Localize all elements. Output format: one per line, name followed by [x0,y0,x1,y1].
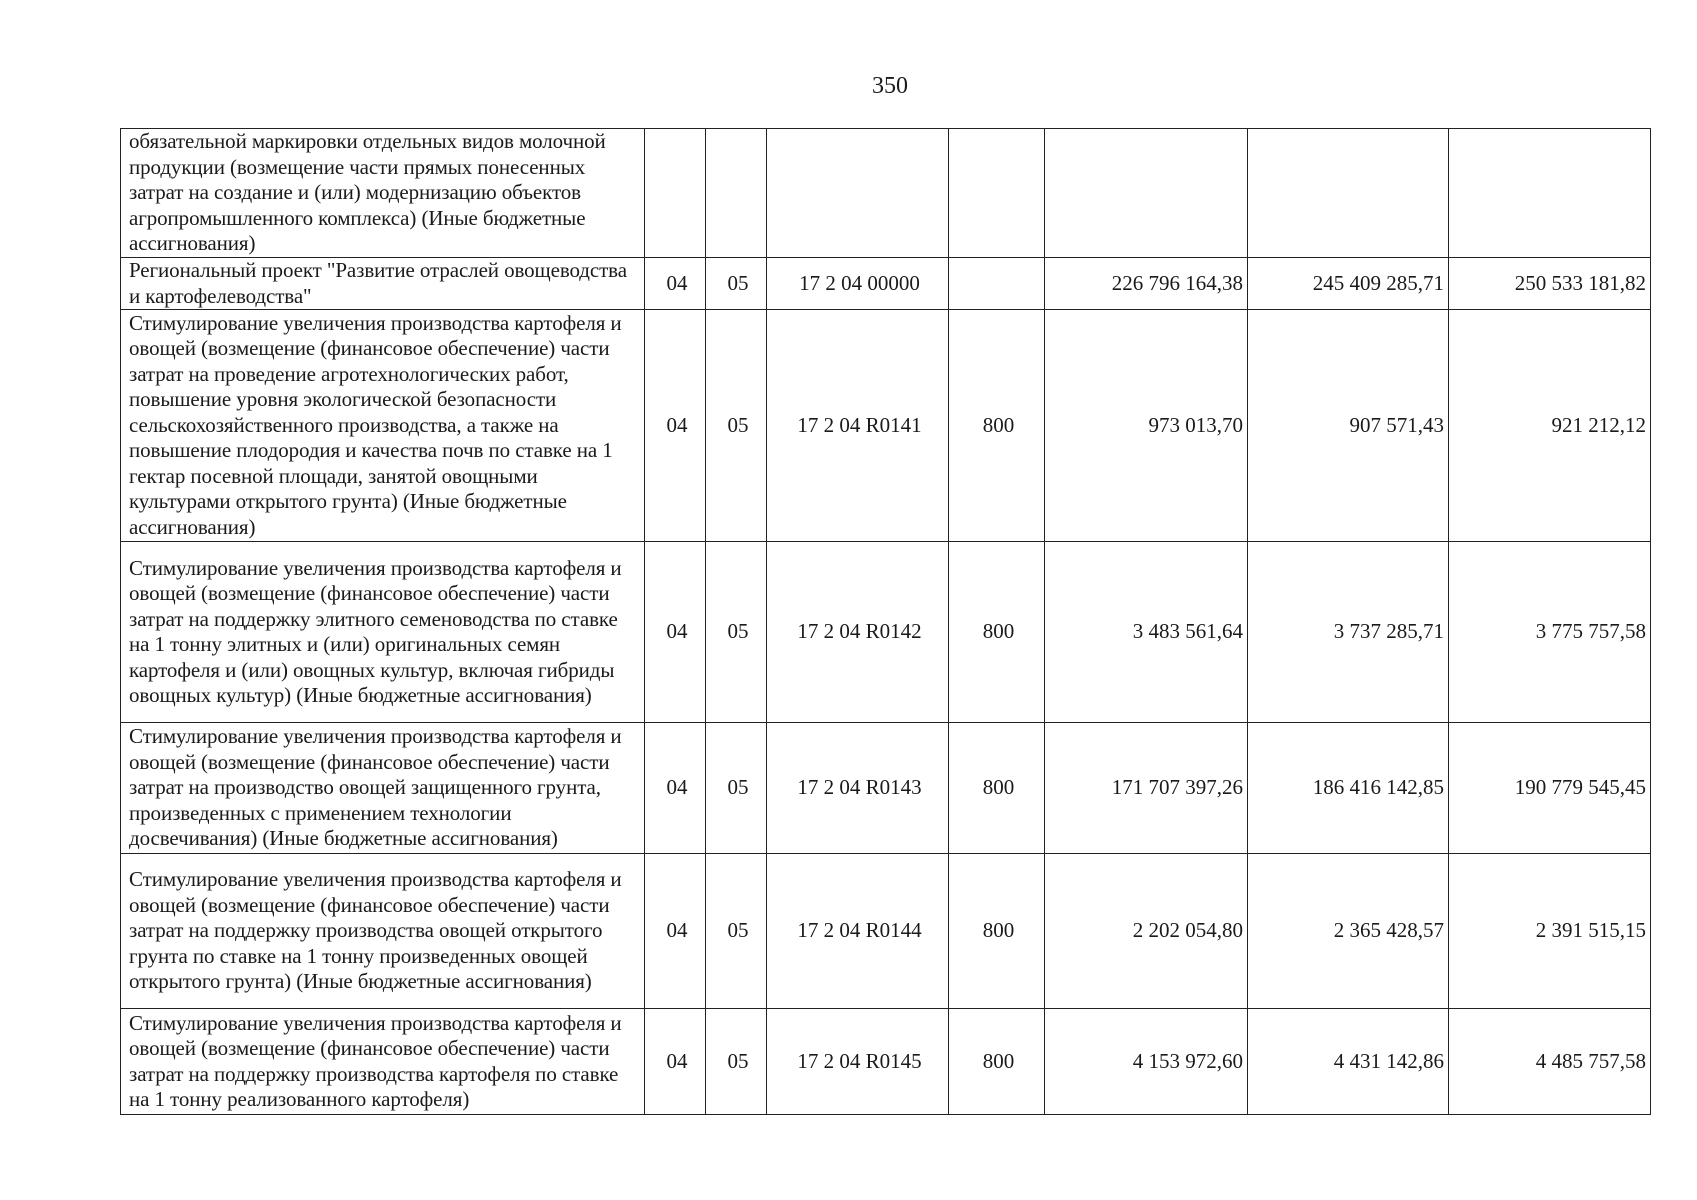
target-article-code: 17 2 04 R0144 [767,854,949,1009]
section-code: 04 [645,542,706,723]
amount-year-3: 4 485 757,58 [1449,1009,1651,1115]
section-code: 04 [645,310,706,542]
row-description: Региональный проект "Развитие отраслей овощеводства и картофелеводства" [121,258,645,310]
subsection-code: 05 [706,258,767,310]
table-row [121,542,1651,723]
expense-type-code: 800 [949,1009,1045,1115]
target-article-code: 17 2 04 00000 [767,258,949,310]
amount-year-1: 226 796 164,38 [1045,258,1248,310]
amount-year-2: 2 365 428,57 [1248,854,1449,1009]
table-row [121,723,1651,854]
amount-year-2: 3 737 285,71 [1248,542,1449,723]
amount-year-2: 245 409 285,71 [1248,258,1449,310]
target-article-code: 17 2 04 R0143 [767,723,949,854]
expense-type-code [949,129,1045,258]
amount-year-3: 190 779 545,45 [1449,723,1651,854]
subsection-code: 05 [706,1009,767,1115]
expense-type-code: 800 [949,854,1045,1009]
row-description: Стимулирование увеличения производства картофеля и овощей (возмещение (финансовое обеспечение) части затрат на поддержку производства картофеля по ставке на 1 тонну реализованного картофеля) [121,1009,645,1115]
subsection-code: 05 [706,723,767,854]
page-number: 350 [872,73,908,99]
subsection-code: 05 [706,854,767,1009]
subsection-code: 05 [706,310,767,542]
amount-year-1: 2 202 054,80 [1045,854,1248,1009]
expense-type-code [949,258,1045,310]
section-code: 04 [645,258,706,310]
row-description: Стимулирование увеличения производства картофеля и овощей (возмещение (финансовое обеспечение) части затрат на производство овощей защищенного грунта, произведенных с применением технологии досвечивания) (Иные бюджетные ассигнования) [121,723,645,854]
subsection-code: 05 [706,542,767,723]
target-article-code: 17 2 04 R0141 [767,310,949,542]
row-description: обязательной маркировки отдельных видов молочной продукции (возмещение части прямых понесенных затрат на создание и (или) модернизацию объектов агропромышленного комплекса) (Иные бюджетные ассигнования) [121,129,645,258]
amount-year-1: 3 483 561,64 [1045,542,1248,723]
amount-year-1 [1045,129,1248,258]
target-article-code [767,129,949,258]
expense-type-code: 800 [949,723,1045,854]
expense-type-code: 800 [949,310,1045,542]
section-code: 04 [645,854,706,1009]
table-row [121,129,1651,258]
amount-year-1: 4 153 972,60 [1045,1009,1248,1115]
amount-year-3: 3 775 757,58 [1449,542,1651,723]
row-description: Стимулирование увеличения производства картофеля и овощей (возмещение (финансовое обеспечение) части затрат на поддержку производства овощей открытого грунта по ставке на 1 тонну произведенных овощей открытого грунта) (Иные бюджетные ассигнования) [121,854,645,1009]
target-article-code: 17 2 04 R0142 [767,542,949,723]
section-code: 04 [645,723,706,854]
amount-year-3 [1449,129,1651,258]
section-code [645,129,706,258]
section-code: 04 [645,1009,706,1115]
table-row [121,1009,1651,1115]
table-row [121,854,1651,1009]
amount-year-3: 2 391 515,15 [1449,854,1651,1009]
amount-year-1: 973 013,70 [1045,310,1248,542]
amount-year-2 [1248,129,1449,258]
amount-year-2: 4 431 142,86 [1248,1009,1449,1115]
target-article-code: 17 2 04 R0145 [767,1009,949,1115]
table-row [121,258,1651,310]
amount-year-3: 250 533 181,82 [1449,258,1651,310]
row-description: Стимулирование увеличения производства картофеля и овощей (возмещение (финансовое обеспечение) части затрат на проведение агротехнологических работ, повышение уровня экологической безопасности сельскохозяйственного производства, а также на повышение плодородия и качества почв по ставке на 1 гектар посевной площади, занятой овощными культурами открытого грунта) (Иные бюджетные ассигнования) [121,310,645,542]
row-description: Стимулирование увеличения производства картофеля и овощей (возмещение (финансовое обеспечение) части затрат на поддержку элитного семеноводства по ставке на 1 тонну элитных и (или) оригинальных семян картофеля и (или) овощных культур, включая гибриды овощных культур) (Иные бюджетные ассигнования) [121,542,645,723]
amount-year-2: 186 416 142,85 [1248,723,1449,854]
expense-type-code: 800 [949,542,1045,723]
budget-table [120,128,1651,1115]
amount-year-1: 171 707 397,26 [1045,723,1248,854]
amount-year-2: 907 571,43 [1248,310,1449,542]
table-row [121,310,1651,542]
amount-year-3: 921 212,12 [1449,310,1651,542]
subsection-code [706,129,767,258]
